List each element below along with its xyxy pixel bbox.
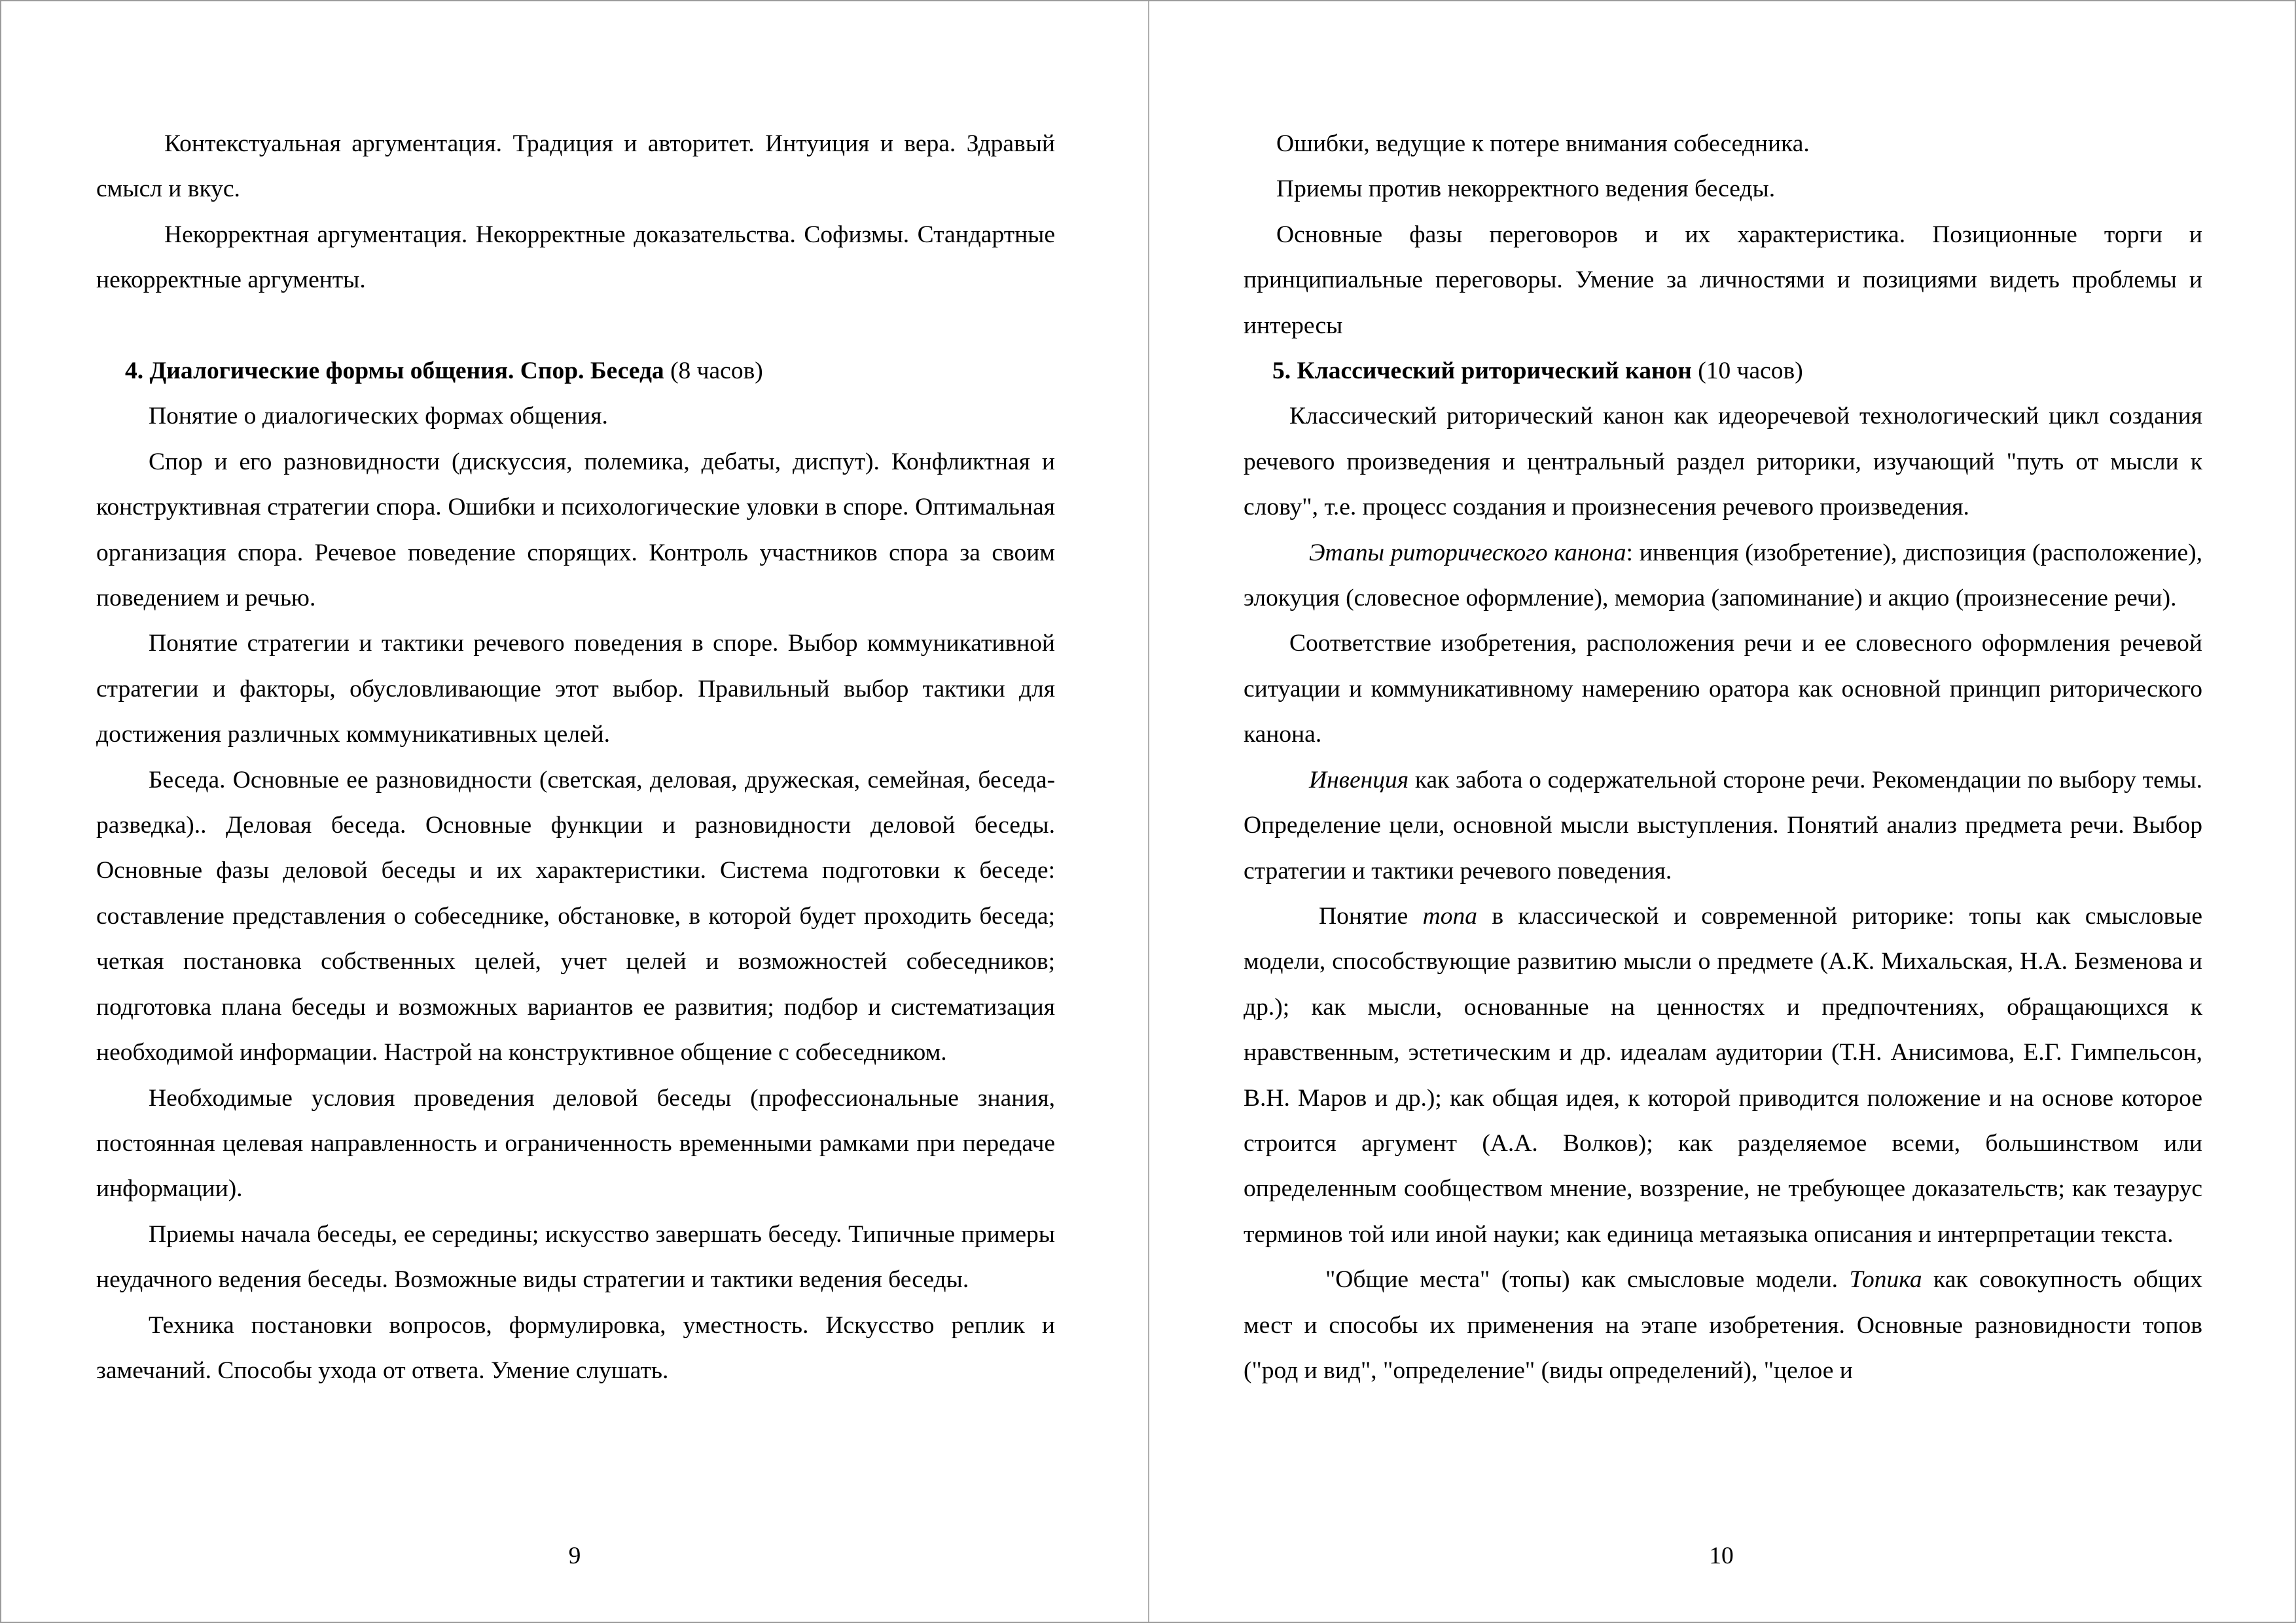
paragraph-conversation: Беседа. Основные ее разновидности (светская, деловая, дружеская, семейная, беседа-разведка).. Деловая беседа. Основные функции и разновидности деловой беседы. Основные фазы деловой беседы и их характеристики. Система подготовки к беседе: составление представления о собеседнике, обстановке, в которой будет проходить беседа; четкая постановка собственных целей, учет целей и возможностей собеседников; подготовка плана беседы и возможных вариантов ее развития; подбор и систематизация необходимой информации. Настрой на конструктивное общение с собеседником. — [96, 766, 1055, 1067]
paragraph-strategy: Понятие стратегии и тактики речевого поведения в споре. Выбор коммуникативной стратегии и факторы, обусловливающие этот выбор. Правильный выбор тактики для достижения различных коммуникативных целей. — [96, 630, 1055, 748]
invention-term: Инвенция — [1309, 766, 1409, 793]
page-left — [1, 1, 1148, 1622]
section-title-5: 5. Классический риторический канон — [1272, 357, 1692, 385]
paragraph-topos — [1244, 894, 2202, 1257]
paragraph-negotiations: Основные фазы переговоров и их характеристика. Позиционные торги и принципиальные переговоры. Умение за личностями и позициями видеть проблемы и интересы — [1244, 221, 2202, 339]
invention-text: как забота о содержательной стороне речи. Рекомендации по выбору темы. Определение цели, основной мысли выступления. Понятий анализ предмета речи. Выбор стратегии и тактики речевого поведения. — [1244, 766, 2202, 884]
paragraph-contextual-argumentation: Контекстуальная аргументация. Традиция и авторитет. Интуиция и вера. Здравый смысл и вкус. — [96, 130, 1055, 203]
paragraph-questions: Техника постановки вопросов, формулировка, уместность. Искусство реплик и замечаний. Способы ухода от ответа. Умение слушать. — [96, 1311, 1055, 1384]
section-title-4: 4. Диалогические формы общения. Спор. Беседа — [125, 357, 664, 385]
paragraph-common-places — [1244, 1257, 2202, 1393]
paragraph-canon-stages — [1244, 530, 2202, 621]
paragraph-correspondence: Соответствие изобретения, расположения речи и ее словесного оформления речевой ситуации и коммуникативному намерению оратора как основной принцип риторического канона. — [1244, 630, 2202, 748]
page-right-content — [1244, 121, 2202, 1393]
page-number-right: 10 — [1709, 1542, 1734, 1569]
canon-stages-term: Этапы риторического канона — [1309, 539, 1626, 566]
section-heading-4 — [96, 348, 1055, 393]
spacer — [96, 303, 1055, 348]
paragraph-conditions: Необходимые условия проведения деловой беседы (профессиональные знания, постоянная целевая направленность и ограниченность временными рамками при передаче информации). — [96, 1084, 1055, 1203]
paragraph-incorrect-argumentation: Некорректная аргументация. Некорректные доказательства. Софизмы. Стандартные некорректные аргументы. — [96, 221, 1055, 294]
paragraph-errors: Ошибки, ведущие к потере внимания собеседника. — [1276, 130, 1810, 157]
topos-term: топа — [1422, 902, 1477, 930]
section-hours-4: (8 часов) — [664, 357, 763, 385]
topica-term: Топика — [1849, 1266, 1922, 1294]
section-hours-5: (10 часов) — [1691, 357, 1803, 385]
page-right — [1148, 1, 2295, 1622]
canon-stages-text: : инвенция (изобретение), диспозиция (расположение), элокуция (словесное оформление), мемориа (запоминание) и акцио (произнесение речи). — [1244, 539, 2202, 612]
common-places-text: как совокупность общих мест и способы их применения на этапе изобретения. Основные разновидности топов ("род и вид", "определение" (виды определений), "целое и — [1244, 1266, 2202, 1384]
page-left-content — [96, 121, 1055, 1393]
paragraph-countermeasures: Приемы против некорректного ведения беседы. — [1276, 175, 1776, 203]
section-heading-5 — [1244, 348, 2202, 393]
topos-text: в классической и современной риторике: топы как смысловые модели, способствующие развитию мысли о предмете (А.К. Михальская, Н.А. Безменова и др.); как мысли, основанные на ценностях и предпочтениях, обращающихся к нравственным, эстетическим и др. идеалам аудитории (Т.Н. Анисимова, Е.Г. Гимпельсон, В.Н. Маров и др.); как общая идея, к которой приводится положение и на основе которое строится аргумент (А.А. Волков); как разделяемое всеми, большинством или определенным сообществом мнение, воззрение, не требующее доказательств; как тезаурус терминов той или иной науки; как единица метаязыка описания и интерпретации текста. — [1244, 902, 2202, 1248]
paragraph-invention — [1244, 757, 2202, 894]
paragraph-techniques: Приемы начала беседы, ее середины; искусство завершать беседу. Типичные примеры неудачного ведения беседы. Возможные виды стратегии и тактики ведения беседы. — [96, 1220, 1055, 1294]
topos-lead: Понятие — [1319, 902, 1423, 930]
common-places-lead: "Общие места" (топы) как смысловые модели. — [1325, 1266, 1850, 1294]
paragraph-dialogic-forms: Понятие о диалогических формах общения. — [149, 403, 608, 430]
paragraph-dispute: Спор и его разновидности (дискуссия, полемика, дебаты, диспут). Конфликтная и конструктивная стратегии спора. Ошибки и психологические уловки в споре. Оптимальная организация спора. Речевое поведение спорящих. Контроль участников спора за своим поведением и речью. — [96, 448, 1055, 612]
paragraph-canon: Классический риторический канон как идеоречевой технологический цикл создания речевого произведения и центральный раздел риторики, изучающий "путь от мысли к слову", т.е. процесс создания и произнесения речевого произведения. — [1244, 403, 2202, 521]
page-number-left: 9 — [568, 1542, 581, 1569]
